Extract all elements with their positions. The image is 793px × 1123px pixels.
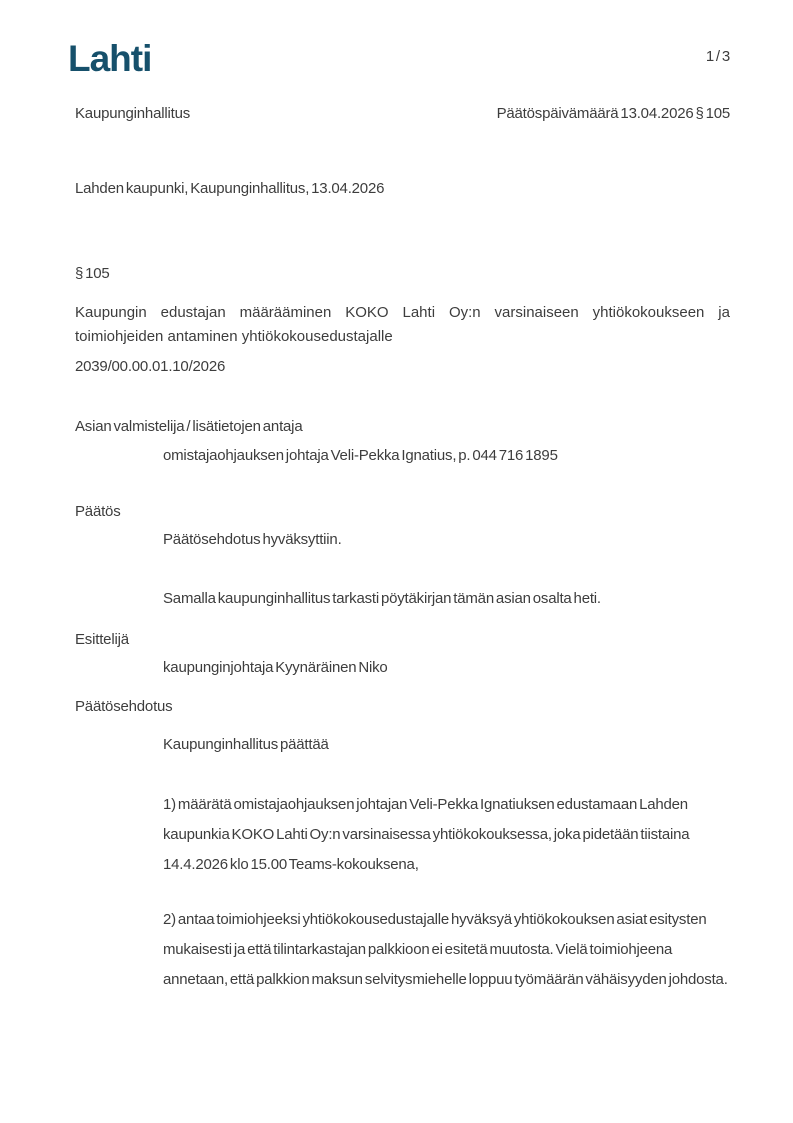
decision-text: Päätösehdotus hyväksyttiin. — [163, 531, 342, 548]
lahti-logo: Lahti — [68, 38, 152, 79]
decision-heading: Päätös — [75, 503, 121, 520]
preparer-value: omistajaohjauksen johtaja Veli-Pekka Ignatius, p. 044 716 1895 — [163, 447, 558, 464]
proposal-item-2: 2) antaa toimiohjeeksi yhtiökokousedustajalle hyväksyä yhtiökokouksen asiat esitysten mukaisesti ja että tilintarkastajan palkkioon ei esitetä muutosta. Vielä toimiohjeena annetaan, että palkkion maksun selvitysmiehelle loppuu työmäärän vähäisyyden johdosta. — [163, 911, 728, 988]
header-decision-date: Päätöspäivämäärä 13.04.2026 § 105 — [496, 105, 730, 122]
proposal-intro: Kaupunginhallitus päättää — [163, 736, 329, 753]
decision-note: Samalla kaupunginhallitus tarkasti pöytäkirjan tämän asian osalta heti. — [163, 590, 601, 607]
proposal-heading: Päätösehdotus — [75, 698, 173, 715]
presenter-value: kaupunginjohtaja Kyynäräinen Niko — [163, 659, 388, 676]
page-number: 1 / 3 — [705, 48, 730, 65]
case-title: Kaupungin edustajan määrääminen KOKO Lahti Oy:n varsinaiseen yhtiökokoukseen ja toimiohjeiden antaminen yhtiökokousedustajalle — [75, 304, 730, 345]
presenter-heading: Esittelijä — [75, 631, 129, 648]
preparer-heading: Asian valmistelija / lisätietojen antaja — [75, 418, 303, 435]
org-line: Lahden kaupunki, Kaupunginhallitus, 13.04.2026 — [75, 180, 385, 197]
proposal-item-1: 1) määrätä omistajaohjauksen johtajan Veli-Pekka Ignatiuksen edustamaan Lahden kaupunkia KOKO Lahti Oy:n varsinaisessa yhtiökokouksessa, joka pidetään tiistaina 14.4.2026 klo 15.00 Teams-kokouksena, — [163, 796, 690, 873]
diary-number: 2039/00.00.01.10/2026 — [75, 358, 226, 375]
section-number: § 105 — [75, 265, 110, 282]
header-committee: Kaupunginhallitus — [75, 105, 191, 122]
